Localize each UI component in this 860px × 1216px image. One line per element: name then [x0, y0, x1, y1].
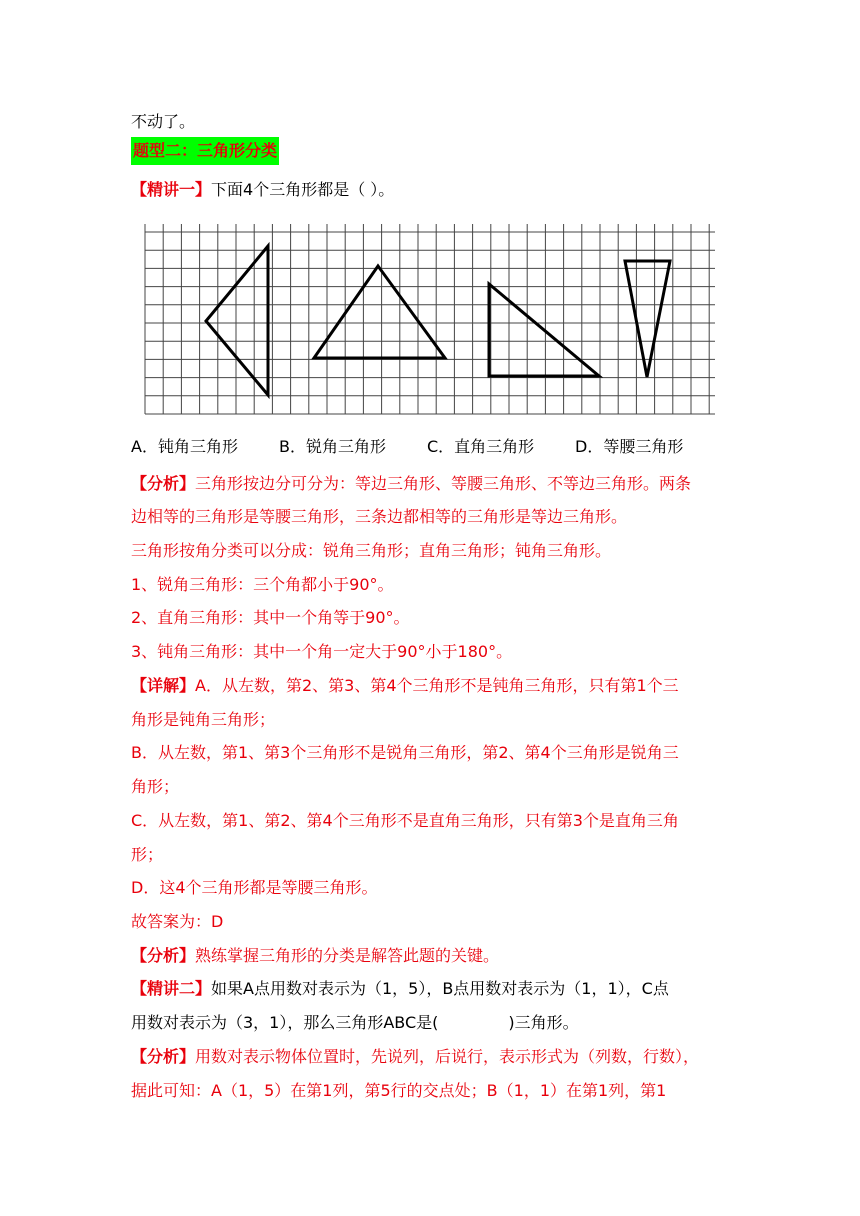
explanation-tag: 【分析】: [131, 1047, 196, 1066]
option-a[interactable]: A．钝角三角形: [131, 437, 238, 456]
option-c[interactable]: C．直角三角形: [427, 437, 535, 456]
question-text: 下面4个三角形都是（ ）。: [211, 180, 395, 199]
question-2-line-2: [131, 1013, 751, 1033]
question-1: [131, 180, 751, 200]
analysis-tag: 【分析】: [131, 474, 196, 493]
question-tag: 【精讲一】: [131, 180, 212, 199]
analysis-line: 边相等的三角形是等腰三角形，三条边都相等的三角形是等边三角形。: [131, 507, 628, 526]
option-d[interactable]: D．等腰三角形: [575, 437, 684, 456]
triangle-3: [489, 284, 599, 376]
question-text: 如果A点用数对表示为（1，5），B点用数对表示为（1，1），C点: [211, 979, 669, 998]
explanation-text: 用数对表示物体位置时，先说列，后说行，表示形式为（列数，行数），: [195, 1047, 700, 1066]
question-text: )三角形。: [508, 1013, 579, 1032]
grid-lines: [145, 224, 715, 414]
analysis-line: 2、直角三角形：其中一个角等于90°。: [131, 608, 410, 627]
analysis-text: 三角形按边分可分为：等边三角形、等腰三角形、不等边三角形。两条: [195, 474, 692, 493]
summary-text: 熟练掌握三角形的分类是解答此题的关键。: [195, 946, 500, 965]
detail-line: C．从左数，第1、第2、第4个三角形不是直角三角形，只有第3个是直角三角: [131, 811, 679, 830]
answer-options: [131, 437, 683, 457]
explanation-line: 据此可知：A（1，5）在第1列，第5行的交点处；B（1，1）在第1列，第1: [131, 1081, 667, 1100]
summary-tag: 【分析】: [131, 946, 196, 965]
triangle-grid-figure: [140, 220, 720, 418]
option-b[interactable]: B．锐角三角形: [279, 437, 386, 456]
text-line: 不动了。: [131, 112, 196, 131]
detail-tag: 【详解】: [131, 676, 196, 695]
detail-line: 形；: [131, 845, 164, 864]
detail-line: [131, 676, 751, 696]
analysis-line: 1、锐角三角形：三个角都小于90°。: [131, 575, 394, 594]
question-2: [131, 979, 751, 999]
analysis-line: 3、钝角三角形：其中一个角一定大于90°小于180°。: [131, 642, 513, 661]
section-title: 题型二：三角形分类: [131, 137, 279, 165]
answer-line: 故答案为：D: [131, 912, 224, 931]
analysis-line: 三角形按角分类可以分成：锐角三角形；直角三角形；钝角三角形。: [131, 541, 612, 560]
explanation-line: [131, 1047, 751, 1067]
detail-text: A．从左数，第2、第3、第4个三角形不是钝角三角形，只有第1个三: [195, 676, 679, 695]
detail-line: D．这4个三角形都是等腰三角形。: [131, 878, 378, 897]
question-text: 用数对表示为（3，1），那么三角形ABC是(: [131, 1013, 439, 1032]
analysis-line: [131, 474, 751, 494]
summary-line: [131, 946, 751, 966]
detail-line: B．从左数，第1、第3个三角形不是锐角三角形，第2、第4个三角形是锐角三: [131, 743, 679, 762]
detail-line: 角形是钝角三角形；: [131, 710, 276, 729]
question-tag: 【精讲二】: [131, 979, 212, 998]
detail-line: 角形；: [131, 777, 180, 796]
triangle-2: [314, 266, 445, 358]
